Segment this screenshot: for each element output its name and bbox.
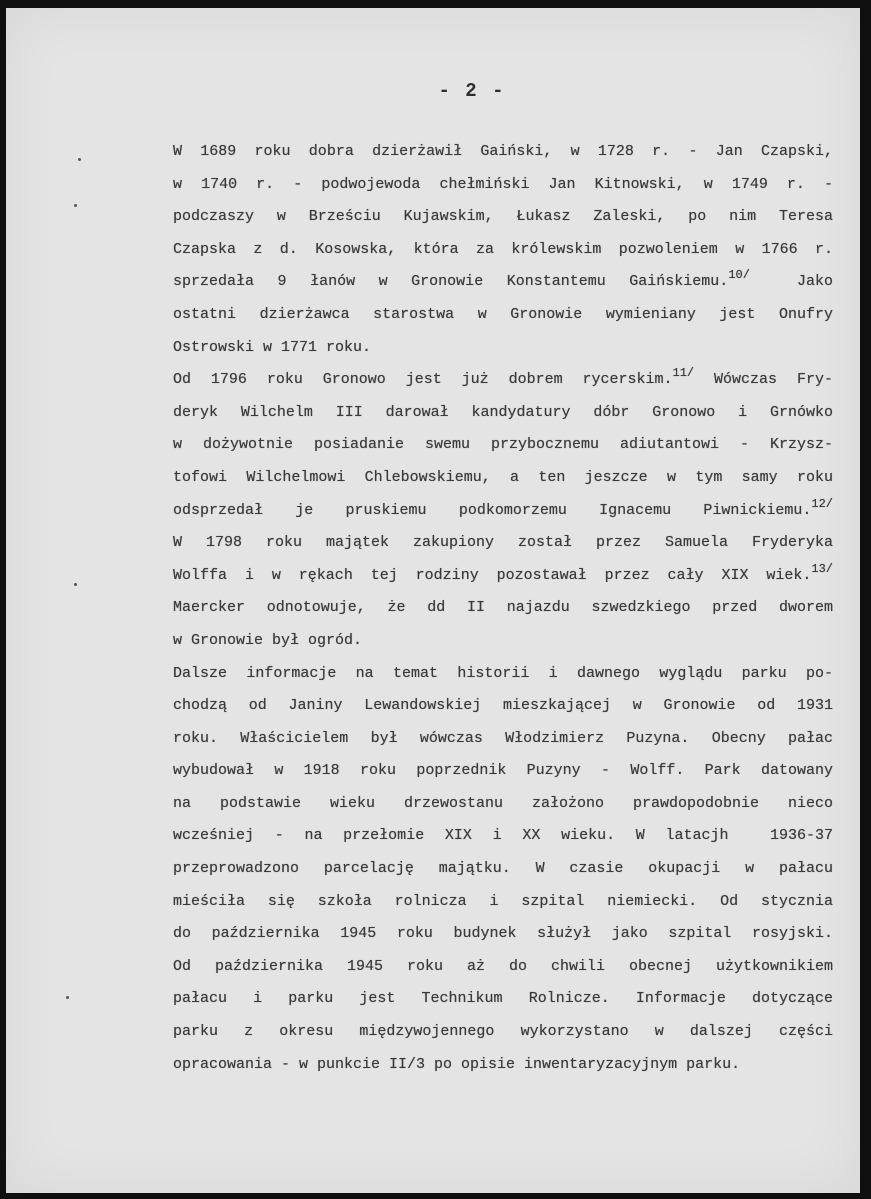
line-text: W 1798 roku majątek zakupiony został przez Samuela Fryderyka — [173, 534, 833, 552]
line-text: Dalsze informacje na temat historii i dawnego wyglądu parku po- — [173, 664, 833, 682]
text-line — [173, 820, 833, 853]
text-line — [173, 853, 833, 886]
text-line — [173, 918, 833, 951]
page-number: - 2 - — [438, 80, 506, 102]
text-line — [173, 495, 833, 528]
line-text: przeprowadzono parcelację majątku. W czasie okupacji w pałacu — [173, 860, 833, 878]
text-line — [173, 527, 833, 560]
document-body — [173, 136, 833, 1081]
text-line — [173, 788, 833, 821]
text-line — [173, 364, 833, 397]
margin-speck — [74, 204, 77, 207]
text-line — [173, 1016, 833, 1049]
line-text: w 1740 r. - podwojewoda chełmiński Jan Kitnowski, w 1749 r. - — [173, 175, 833, 193]
line-text-continued: Wówczas Fry- — [694, 371, 833, 389]
margin-speck — [78, 158, 81, 161]
margin-speck — [74, 583, 77, 586]
text-line — [173, 266, 833, 299]
line-text: mieściła się szkoła rolnicza i szpital niemiecki. Od stycznia — [173, 892, 833, 910]
line-text: parku z okresu międzywojennego wykorzystano w dalszej części — [173, 1023, 833, 1041]
document-page — [6, 8, 860, 1193]
text-line — [173, 755, 833, 788]
text-line — [173, 299, 833, 332]
line-text: do października 1945 roku budynek służył jako szpital rosyjski. — [173, 925, 833, 943]
text-line — [173, 658, 833, 691]
text-line — [173, 234, 833, 267]
line-text: wcześniej - na przełomie XIX i XX wieku. W latacjh 1936-37 — [173, 827, 833, 845]
line-text: wybudował w 1918 roku poprzednik Puzyny - Wolff. Park datowany — [173, 762, 833, 780]
line-text: Wolffa i w rękach tej rodziny pozostawał przez cały XIX wiek. — [173, 566, 812, 584]
line-text: Od 1796 roku Gronowo jest już dobrem rycerskim. — [173, 371, 673, 389]
line-text: na podstawie wieku drzewostanu założono prawdopodobnie nieco — [173, 794, 833, 812]
footnote-ref: 11/ — [672, 366, 695, 381]
text-line — [173, 983, 833, 1016]
line-text: w Gronowie był ogród. — [173, 631, 363, 649]
line-text: w dożywotnie posiadanie swemu przybocznemu adiutantowi - Krzysz- — [173, 436, 833, 454]
footnote-ref: 12/ — [811, 496, 833, 511]
text-line — [173, 690, 833, 723]
line-text: odsprzedał je pruskiemu podkomorzemu Ignacemu Piwnickiemu. — [173, 501, 812, 519]
line-text: ostatni dzierżawca starostwa w Gronowie wymieniany jest Onufry — [173, 305, 833, 323]
line-text: sprzedała 9 łanów w Gronowie Konstantemu Gaińskiemu. — [173, 273, 729, 291]
line-text: deryk Wilchelm III darował kandydatury dóbr Gronowo i Grnówko — [173, 403, 833, 421]
line-text-continued: Jako — [749, 273, 834, 291]
footnote-ref: 10/ — [728, 268, 750, 283]
line-text: tofowi Wilchelmowi Chlebowskiemu, a ten jeszcze w tym samy roku — [173, 468, 833, 486]
text-line — [173, 136, 833, 169]
line-text: Czapska z d. Kosowska, która za królewskim pozwoleniem w 1766 r. — [173, 240, 833, 258]
text-line — [173, 462, 833, 495]
line-text: Ostrowski w 1771 roku. — [173, 338, 372, 356]
text-line — [173, 1049, 833, 1082]
text-line — [173, 560, 833, 593]
text-line — [173, 723, 833, 756]
text-line — [173, 625, 833, 658]
text-line — [173, 169, 833, 202]
line-text: roku. Właścicielem był wówczas Włodzimierz Puzyna. Obecny pałac — [173, 729, 833, 747]
text-line — [173, 201, 833, 234]
line-text: pałacu i parku jest Technikum Rolnicze. Informacje dotyczące — [173, 990, 833, 1008]
text-line — [173, 429, 833, 462]
footnote-ref: 13/ — [811, 561, 833, 576]
text-line — [173, 886, 833, 919]
line-text: podczaszy w Brześciu Kujawskim, Łukasz Zaleski, po nim Teresa — [173, 208, 833, 226]
line-text: chodzą od Janiny Lewandowskiej mieszkającej w Gronowie od 1931 — [173, 697, 833, 715]
line-text: Maercker odnotowuje, że dd II najazdu szwedzkiego przed dworem — [173, 599, 833, 617]
line-text: Od października 1945 roku aż do chwili obecnej użytkownikiem — [173, 957, 833, 975]
text-line — [173, 397, 833, 430]
line-text: opracowania - w punkcie II/3 po opisie inwentaryzacyjnym parku. — [173, 1055, 741, 1073]
margin-speck — [66, 996, 69, 999]
line-text: W 1689 roku dobra dzierżawił Gaiński, w 1728 r. - Jan Czapski, — [173, 143, 833, 160]
text-line — [173, 951, 833, 984]
text-line — [173, 592, 833, 625]
text-line — [173, 332, 833, 365]
